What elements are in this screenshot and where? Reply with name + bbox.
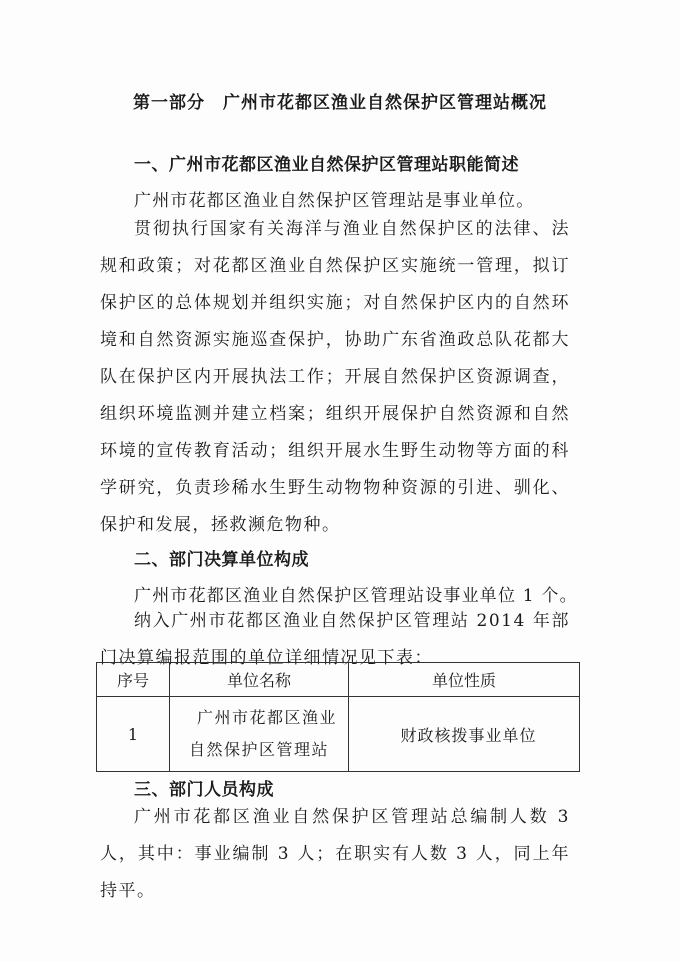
unit-name-line-1: 广州市花都区渔业 xyxy=(196,708,337,727)
table-cell-index: 1 xyxy=(97,697,170,772)
section-heading-3: 三、部门人员构成 xyxy=(134,780,274,800)
table-header-cell: 单位性质 xyxy=(349,663,580,697)
table-row xyxy=(97,697,580,772)
section-1-paragraph-1: 广州市花都区渔业自然保护区管理站是事业单位。 xyxy=(134,191,535,211)
table-header-row xyxy=(97,663,580,697)
page-title: 第一部分 广州市花都区渔业自然保护区管理站概况 xyxy=(133,93,547,113)
section-heading-2: 二、部门决算单位构成 xyxy=(134,550,309,570)
section-2-paragraph-1: 广州市花都区渔业自然保护区管理站设事业单位 1 个。 xyxy=(134,586,578,606)
section-heading-1: 一、广州市花都区渔业自然保护区管理站职能简述 xyxy=(134,155,519,175)
table-cell-unit-nature: 财政核拨事业单位 xyxy=(349,697,580,772)
table-header-cell: 单位名称 xyxy=(170,663,349,697)
section-2-paragraph-2: 纳入广州市花都区渔业自然保护区管理站 2014 年部门决算编报范围的单位详细情况见下表： xyxy=(100,611,570,668)
unit-table xyxy=(96,662,580,772)
section-1-paragraph-2: 贯彻执行国家有关海洋与渔业自然保护区的法律、法规和政策；对花都区渔业自然保护区实施统一管理，拟订保护区的总体规划并组织实施；对自然保护区内的自然环境和自然资源实施巡查保护，协助广东省渔政总队花都大队在保护区内开展执法工作；开展自然保护区资源调查，组织环境监测并建立档案；组织开展保护自然资源和自然环境的宣传教育活动；组织开展水生野生动物等方面的科学研究，负责珍稀水生野生动物物种资源的引进、驯化、保护和发展，拯救濒危物种。 xyxy=(100,219,570,535)
table-cell-unit-name xyxy=(170,697,349,772)
unit-name-line-2: 自然保护区管理站 xyxy=(188,740,329,759)
table-header-cell: 序号 xyxy=(97,663,170,697)
section-3-paragraph-1: 广州市花都区渔业自然保护区管理站总编制人数 3 人，其中：事业编制 3 人；在职实有人数 3 人，同上年持平。 xyxy=(100,807,570,901)
